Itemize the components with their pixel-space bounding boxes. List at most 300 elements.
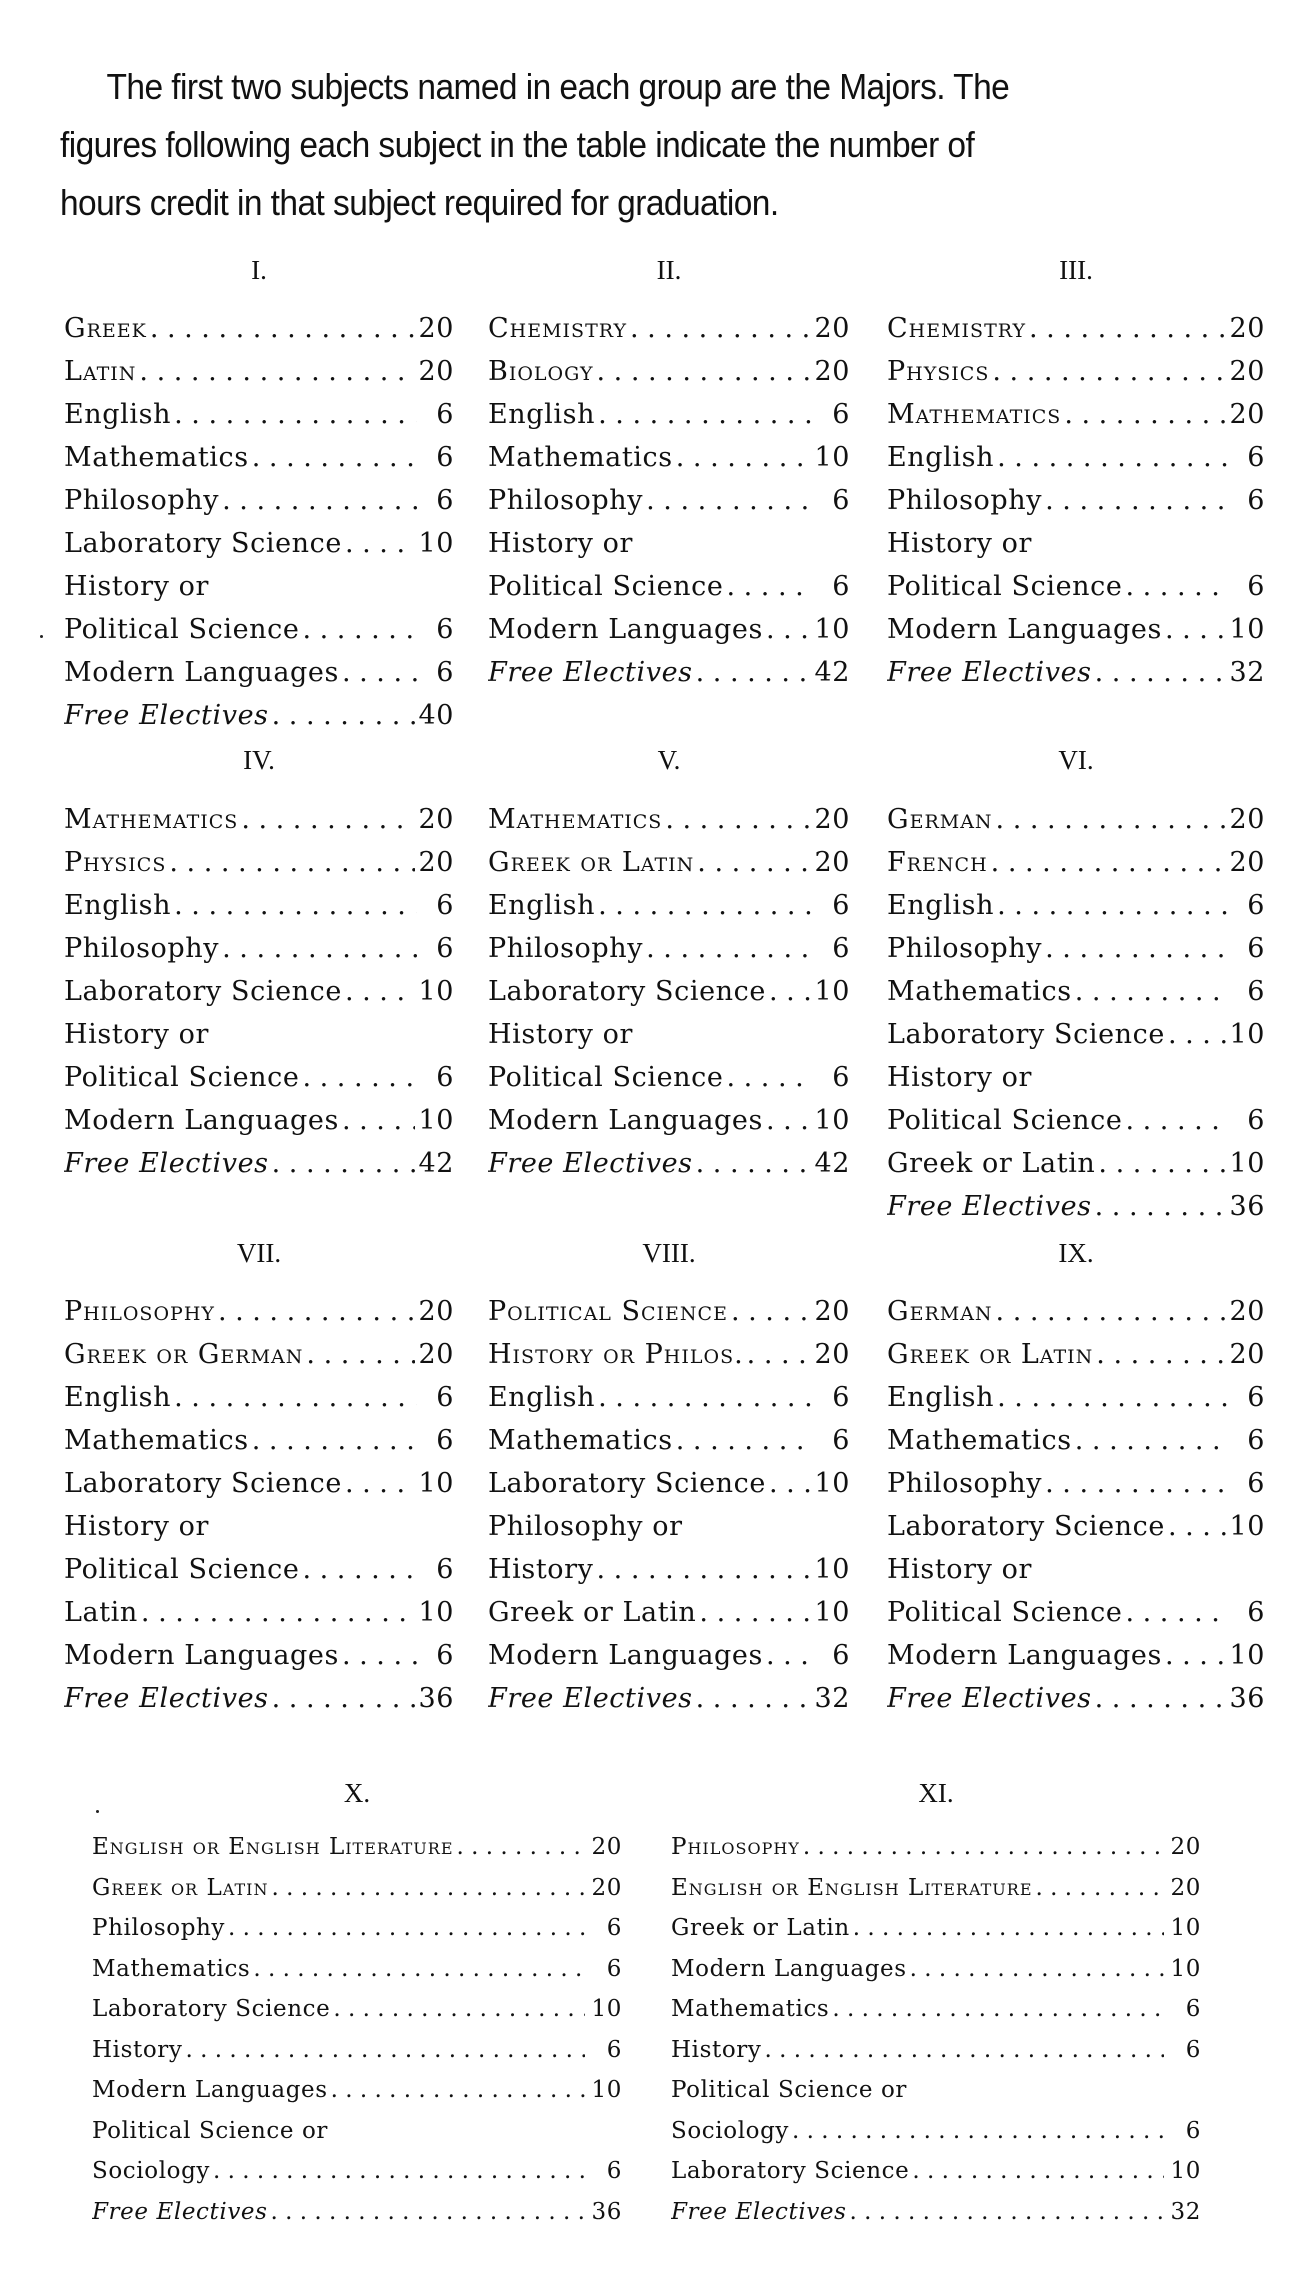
credit-hours: 40 bbox=[418, 700, 454, 731]
subject-row bbox=[488, 1019, 850, 1050]
subject-label: Free Electives bbox=[671, 2198, 847, 2225]
dot-leader bbox=[1168, 1511, 1226, 1542]
dot-leader bbox=[696, 1148, 812, 1179]
subject-label: History bbox=[671, 2036, 762, 2063]
subject-label: Free Electives bbox=[64, 1683, 269, 1714]
dot-leader bbox=[747, 1339, 812, 1370]
subject-label: History bbox=[92, 2036, 183, 2063]
subject-label: Philosophy bbox=[887, 485, 1043, 516]
print-speck bbox=[40, 635, 43, 638]
credit-hours: 10 bbox=[1229, 1640, 1265, 1671]
dot-leader bbox=[992, 356, 1226, 387]
credit-hours: 6 bbox=[436, 657, 454, 688]
dot-leader bbox=[252, 442, 417, 473]
credit-hours: 10 bbox=[418, 1597, 454, 1628]
subject-row bbox=[887, 890, 1265, 921]
credit-hours: 6 bbox=[1185, 2117, 1201, 2144]
credit-hours: 6 bbox=[832, 571, 850, 602]
credit-hours: 20 bbox=[814, 313, 850, 344]
credit-hours: 10 bbox=[591, 1996, 622, 2022]
subject-row bbox=[887, 1191, 1265, 1222]
subject-row bbox=[671, 1956, 1201, 1982]
credit-hours: 10 bbox=[418, 1105, 454, 1136]
credit-hours: 6 bbox=[436, 1554, 454, 1585]
subject-row bbox=[887, 571, 1265, 602]
subject-label: Laboratory Science bbox=[671, 2158, 910, 2184]
credit-hours: 32 bbox=[1229, 657, 1265, 688]
subject-label: English bbox=[887, 442, 995, 473]
intro-line-1: The first two subjects named in each group are the Majors. The bbox=[106, 66, 1010, 107]
subject-label: Political Science bbox=[64, 1062, 300, 1093]
subject-row bbox=[488, 804, 850, 835]
credit-hours: 6 bbox=[1247, 1597, 1265, 1628]
dot-leader bbox=[1036, 1875, 1164, 1901]
credit-hours: 36 bbox=[591, 2198, 622, 2225]
dot-leader bbox=[699, 1597, 811, 1628]
credit-hours: 6 bbox=[1247, 1425, 1265, 1456]
subject-row bbox=[64, 1511, 454, 1542]
subject-row bbox=[64, 356, 454, 387]
dot-leader bbox=[696, 657, 812, 688]
dot-leader bbox=[139, 356, 415, 387]
subject-label: Laboratory Science bbox=[488, 976, 766, 1007]
dot-leader bbox=[272, 1148, 416, 1179]
subject-label: German bbox=[887, 1296, 993, 1327]
subject-label: Mathematics bbox=[92, 1955, 251, 1982]
subject-row bbox=[887, 399, 1265, 430]
subject-row bbox=[488, 1382, 850, 1413]
subject-label: Free Electives bbox=[887, 1191, 1092, 1222]
dot-leader bbox=[342, 1640, 417, 1671]
subject-row bbox=[671, 2118, 1201, 2144]
subject-row bbox=[671, 2037, 1201, 2063]
dot-leader bbox=[1095, 1683, 1227, 1714]
subject-row bbox=[488, 1511, 850, 1542]
subject-row bbox=[64, 1597, 454, 1628]
subject-label: Modern Languages bbox=[671, 1955, 907, 1982]
credit-hours: 10 bbox=[418, 528, 454, 559]
dot-leader bbox=[345, 528, 415, 559]
subject-label: Laboratory Science bbox=[64, 1468, 342, 1499]
group-numeral: X. bbox=[343, 1778, 371, 1808]
subject-label: Laboratory Science bbox=[64, 528, 342, 559]
subject-label: Chemistry bbox=[887, 313, 1027, 344]
dot-leader bbox=[1095, 657, 1227, 688]
subject-row bbox=[64, 976, 454, 1007]
dot-leader bbox=[676, 442, 812, 473]
credit-hours: 6 bbox=[832, 399, 850, 430]
credit-hours: 6 bbox=[832, 1640, 850, 1671]
dot-leader bbox=[630, 313, 811, 344]
subject-label: Modern Languages bbox=[64, 657, 339, 688]
dot-leader bbox=[765, 2037, 1165, 2063]
subject-label: Mathematics bbox=[887, 976, 1072, 1007]
dot-leader bbox=[803, 1834, 1164, 1860]
subject-label: Greek or German bbox=[64, 1339, 304, 1370]
subject-label: Greek or Latin bbox=[92, 1874, 269, 1901]
subject-label: Mathematics bbox=[488, 1425, 673, 1456]
credit-hours: 6 bbox=[606, 1955, 622, 1982]
subject-row bbox=[488, 1148, 850, 1179]
subject-row bbox=[887, 1640, 1265, 1671]
subject-label: Greek or Latin bbox=[887, 1148, 1096, 1179]
subject-label: English bbox=[488, 1382, 596, 1413]
credit-hours: 6 bbox=[1247, 1105, 1265, 1136]
subject-row bbox=[92, 2118, 622, 2144]
subject-row bbox=[64, 1148, 454, 1179]
credit-hours: 36 bbox=[418, 1683, 454, 1714]
credit-hours: 36 bbox=[1229, 1683, 1265, 1714]
credit-hours: 42 bbox=[814, 1148, 850, 1179]
dot-leader bbox=[792, 2118, 1164, 2144]
subject-label: History bbox=[488, 1554, 594, 1585]
dot-leader bbox=[910, 1956, 1164, 1982]
subject-label: Greek bbox=[64, 313, 147, 344]
dot-leader bbox=[850, 2199, 1164, 2225]
subject-row bbox=[92, 1956, 622, 1982]
credit-hours: 20 bbox=[418, 1296, 454, 1327]
subject-label: Chemistry bbox=[488, 313, 628, 344]
dot-leader bbox=[218, 1296, 416, 1327]
subject-label: Philosophy or bbox=[488, 1511, 683, 1542]
credit-hours: 6 bbox=[436, 1382, 454, 1413]
subject-label: Modern Languages bbox=[488, 614, 763, 645]
dot-leader bbox=[598, 890, 813, 921]
subject-label: Modern Languages bbox=[64, 1640, 339, 1671]
subject-row bbox=[64, 1339, 454, 1370]
credit-hours: 20 bbox=[418, 847, 454, 878]
group-numeral: III. bbox=[1059, 255, 1093, 285]
subject-row bbox=[488, 976, 850, 1007]
subject-row bbox=[887, 485, 1265, 516]
dot-leader bbox=[241, 804, 415, 835]
dot-leader bbox=[342, 657, 417, 688]
credit-hours: 20 bbox=[1229, 356, 1265, 387]
dot-leader bbox=[597, 1554, 812, 1585]
subject-label: Political Science bbox=[488, 571, 724, 602]
dot-leader bbox=[1064, 399, 1226, 430]
credit-hours: 6 bbox=[606, 2036, 622, 2063]
subject-row bbox=[887, 1382, 1265, 1413]
subject-label: Laboratory Science bbox=[887, 1511, 1165, 1542]
subject-label: Latin bbox=[64, 1597, 138, 1628]
dot-leader bbox=[598, 1382, 813, 1413]
subject-label: Laboratory Science bbox=[64, 976, 342, 1007]
dot-leader bbox=[1075, 1425, 1228, 1456]
dot-leader bbox=[991, 847, 1227, 878]
credit-hours: 6 bbox=[1185, 1996, 1201, 2022]
subject-label: Mathematics bbox=[671, 1996, 830, 2022]
subject-row bbox=[64, 1296, 454, 1327]
credit-hours: 6 bbox=[1247, 1468, 1265, 1499]
subject-label: French bbox=[887, 847, 988, 878]
subject-row bbox=[488, 1425, 850, 1456]
credit-hours: 20 bbox=[814, 804, 850, 835]
dot-leader bbox=[169, 847, 415, 878]
subject-label: Free Electives bbox=[887, 1683, 1092, 1714]
subject-row bbox=[64, 1062, 454, 1093]
credit-hours: 20 bbox=[814, 1296, 850, 1327]
credit-hours: 20 bbox=[418, 804, 454, 835]
dot-leader bbox=[766, 1640, 813, 1671]
dot-leader bbox=[676, 1425, 813, 1456]
subject-row bbox=[671, 2158, 1201, 2184]
subject-label: Philosophy bbox=[92, 1915, 226, 1941]
subject-row bbox=[887, 933, 1265, 964]
credit-hours: 6 bbox=[436, 933, 454, 964]
credit-hours: 20 bbox=[814, 356, 850, 387]
dot-leader bbox=[345, 976, 415, 1007]
dot-leader bbox=[1096, 1339, 1226, 1370]
credit-hours: 20 bbox=[418, 356, 454, 387]
subject-label: Modern Languages bbox=[488, 1105, 763, 1136]
dot-leader bbox=[996, 804, 1227, 835]
subject-row bbox=[488, 442, 850, 473]
credit-hours: 10 bbox=[814, 1554, 850, 1585]
group-numeral: XI. bbox=[918, 1778, 954, 1808]
credit-hours: 6 bbox=[1247, 890, 1265, 921]
dot-leader bbox=[342, 1105, 415, 1136]
dot-leader bbox=[1045, 485, 1228, 516]
dot-leader bbox=[1168, 1019, 1226, 1050]
subject-label: Modern Languages bbox=[887, 1640, 1162, 1671]
credit-hours: 6 bbox=[832, 933, 850, 964]
subject-row bbox=[887, 1148, 1265, 1179]
subject-label: Sociology bbox=[671, 2117, 790, 2144]
subject-label: Political Science bbox=[488, 1062, 724, 1093]
subject-label: Philosophy bbox=[64, 933, 220, 964]
subject-row bbox=[887, 1425, 1265, 1456]
dot-leader bbox=[912, 2158, 1164, 2184]
subject-label: Mathematics bbox=[64, 804, 239, 835]
subject-row bbox=[671, 1915, 1201, 1941]
credit-hours: 20 bbox=[1170, 1874, 1201, 1901]
credit-hours: 10 bbox=[814, 1468, 850, 1499]
subject-label: Laboratory Science bbox=[887, 1019, 1165, 1050]
subject-label: Philosophy bbox=[671, 1834, 800, 1860]
subject-row bbox=[887, 804, 1265, 835]
subject-row bbox=[64, 1640, 454, 1671]
subject-row bbox=[64, 1683, 454, 1714]
subject-label: Modern Languages bbox=[887, 614, 1162, 645]
credit-hours: 6 bbox=[1247, 933, 1265, 964]
subject-label: Philosophy bbox=[887, 1468, 1043, 1499]
credit-hours: 10 bbox=[1170, 1915, 1201, 1941]
credit-hours: 20 bbox=[1229, 1296, 1265, 1327]
subject-label: Biology bbox=[488, 356, 594, 387]
subject-row bbox=[887, 1296, 1265, 1327]
dot-leader bbox=[1125, 571, 1228, 602]
subject-row bbox=[887, 1062, 1265, 1093]
credit-hours: 6 bbox=[1247, 571, 1265, 602]
subject-row bbox=[887, 1019, 1265, 1050]
subject-label: History or bbox=[887, 528, 1033, 559]
dot-leader bbox=[853, 1915, 1164, 1941]
subject-row bbox=[488, 313, 850, 344]
credit-hours: 10 bbox=[418, 1468, 454, 1499]
subject-label: Political Science or bbox=[92, 2117, 329, 2144]
dot-leader bbox=[272, 1683, 416, 1714]
subject-row bbox=[671, 2077, 1201, 2103]
subject-row bbox=[64, 571, 454, 602]
credit-hours: 6 bbox=[832, 1382, 850, 1413]
dot-leader bbox=[1029, 313, 1226, 344]
dot-leader bbox=[696, 1683, 812, 1714]
subject-label: History or bbox=[64, 1019, 210, 1050]
subject-label: English or English Literature bbox=[92, 1834, 454, 1860]
dot-leader bbox=[646, 933, 813, 964]
dot-leader bbox=[766, 1105, 811, 1136]
dot-leader bbox=[306, 1339, 415, 1370]
subject-row bbox=[64, 614, 454, 645]
dot-leader bbox=[1075, 976, 1228, 1007]
dot-leader bbox=[141, 1597, 416, 1628]
subject-label: Latin bbox=[64, 356, 137, 387]
dot-leader bbox=[646, 485, 813, 516]
credit-hours: 32 bbox=[814, 1683, 850, 1714]
credit-hours: 10 bbox=[591, 2077, 622, 2103]
group-numeral: VI. bbox=[1058, 745, 1094, 775]
subject-label: Political Science bbox=[887, 571, 1123, 602]
credit-hours: 10 bbox=[418, 976, 454, 1007]
subject-label: English bbox=[887, 1382, 995, 1413]
credit-hours: 10 bbox=[1229, 1148, 1265, 1179]
group-numeral: V. bbox=[657, 745, 681, 775]
subject-row bbox=[488, 847, 850, 878]
subject-label: Laboratory Science bbox=[488, 1468, 766, 1499]
subject-row bbox=[64, 1425, 454, 1456]
dot-leader bbox=[726, 1062, 813, 1093]
subject-label: Free Electives bbox=[488, 1148, 693, 1179]
subject-row bbox=[671, 1996, 1201, 2022]
subject-row bbox=[488, 1640, 850, 1671]
subject-label: English bbox=[488, 399, 596, 430]
credit-hours: 10 bbox=[1170, 2158, 1201, 2184]
credit-hours: 6 bbox=[436, 399, 454, 430]
credit-hours: 6 bbox=[606, 1915, 622, 1941]
subject-label: Modern Languages bbox=[92, 2077, 328, 2103]
subject-label: English bbox=[488, 890, 596, 921]
subject-row bbox=[488, 356, 850, 387]
subject-label: History or bbox=[488, 1019, 634, 1050]
subject-row bbox=[92, 1834, 622, 1860]
subject-row bbox=[64, 890, 454, 921]
dot-leader bbox=[1125, 1105, 1228, 1136]
subject-row bbox=[887, 976, 1265, 1007]
dot-leader bbox=[331, 2077, 585, 2103]
subject-row bbox=[488, 890, 850, 921]
subject-row bbox=[488, 1554, 850, 1585]
credit-hours: 6 bbox=[832, 1062, 850, 1093]
subject-label: Greek or Latin bbox=[488, 847, 695, 878]
subject-row bbox=[887, 1468, 1265, 1499]
subject-row bbox=[887, 1511, 1265, 1542]
credit-hours: 10 bbox=[1229, 1511, 1265, 1542]
credit-hours: 6 bbox=[436, 442, 454, 473]
subject-row bbox=[488, 1683, 850, 1714]
credit-hours: 20 bbox=[591, 1834, 622, 1860]
subject-row bbox=[488, 1062, 850, 1093]
subject-row bbox=[887, 614, 1265, 645]
subject-label: English bbox=[887, 890, 995, 921]
subject-row bbox=[887, 313, 1265, 344]
dot-leader bbox=[731, 1296, 811, 1327]
subject-row bbox=[887, 1554, 1265, 1585]
subject-label: History or bbox=[488, 528, 634, 559]
dot-leader bbox=[1098, 1148, 1226, 1179]
subject-label: Free Electives bbox=[887, 657, 1092, 688]
subject-label: Free Electives bbox=[488, 657, 693, 688]
subject-row bbox=[64, 657, 454, 688]
credit-hours: 20 bbox=[418, 1339, 454, 1370]
dot-leader bbox=[697, 847, 811, 878]
credit-hours: 10 bbox=[1229, 1019, 1265, 1050]
credit-hours: 6 bbox=[436, 890, 454, 921]
dot-leader bbox=[271, 1875, 585, 1901]
subject-row bbox=[488, 399, 850, 430]
subject-label: Philosophy bbox=[488, 485, 644, 516]
dot-leader bbox=[997, 890, 1228, 921]
group-numeral: IX. bbox=[1058, 1238, 1094, 1268]
subject-row bbox=[887, 847, 1265, 878]
group-numeral: VII. bbox=[236, 1238, 282, 1268]
subject-row bbox=[488, 614, 850, 645]
subject-row bbox=[887, 442, 1265, 473]
subject-row bbox=[488, 933, 850, 964]
subject-row bbox=[64, 313, 454, 344]
subject-row bbox=[488, 485, 850, 516]
dot-leader bbox=[222, 485, 417, 516]
subject-row bbox=[488, 1468, 850, 1499]
credit-hours: 20 bbox=[1229, 313, 1265, 344]
subject-row bbox=[887, 1105, 1265, 1136]
credit-hours: 10 bbox=[814, 442, 850, 473]
credit-hours: 20 bbox=[1229, 804, 1265, 835]
subject-row bbox=[887, 528, 1265, 559]
subject-row bbox=[64, 485, 454, 516]
dot-leader bbox=[769, 976, 811, 1007]
subject-row bbox=[488, 571, 850, 602]
group-numeral: IV. bbox=[243, 745, 275, 775]
dot-leader bbox=[1125, 1597, 1228, 1628]
subject-row bbox=[671, 2199, 1201, 2225]
dot-leader bbox=[174, 399, 417, 430]
subject-row bbox=[887, 1339, 1265, 1370]
subject-label: History or bbox=[64, 1511, 210, 1542]
dot-leader bbox=[213, 2158, 585, 2184]
subject-label: Mathematics bbox=[488, 804, 663, 835]
subject-row bbox=[64, 1468, 454, 1499]
dot-leader bbox=[186, 2037, 586, 2063]
dot-leader bbox=[996, 1296, 1227, 1327]
subject-row bbox=[64, 1019, 454, 1050]
group-numeral: II. bbox=[656, 255, 682, 285]
credit-hours: 6 bbox=[436, 614, 454, 645]
print-speck bbox=[96, 1810, 99, 1813]
credit-hours: 6 bbox=[1247, 976, 1265, 1007]
group-numeral: VIII. bbox=[642, 1238, 696, 1268]
subject-label: Free Electives bbox=[488, 1683, 693, 1714]
subject-label: Political Science bbox=[887, 1105, 1123, 1136]
credit-hours: 10 bbox=[1229, 614, 1265, 645]
subject-row bbox=[64, 804, 454, 835]
subject-label: Free Electives bbox=[64, 1148, 269, 1179]
subject-label: Philosophy bbox=[64, 1296, 215, 1327]
dot-leader bbox=[174, 890, 417, 921]
subject-row bbox=[488, 1296, 850, 1327]
subject-label: Philosophy bbox=[887, 933, 1043, 964]
credit-hours: 6 bbox=[832, 485, 850, 516]
